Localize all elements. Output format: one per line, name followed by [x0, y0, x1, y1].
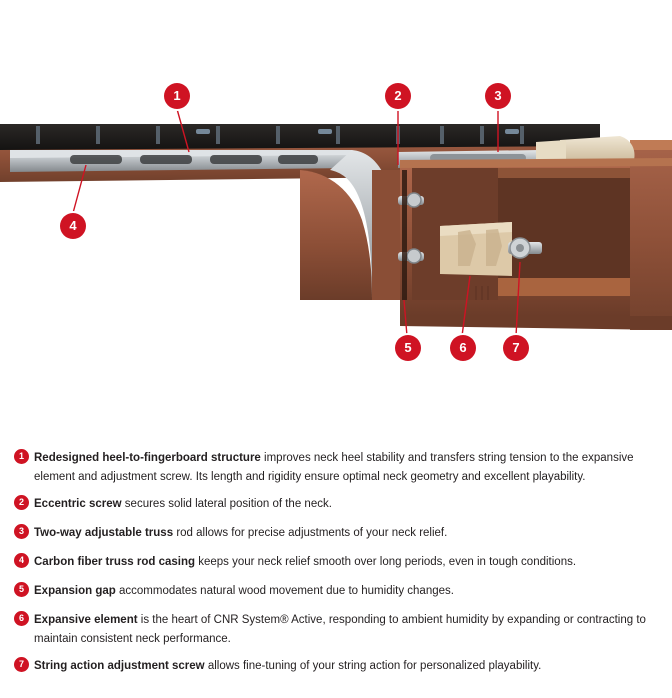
legend-text [34, 556, 576, 568]
callout-marker-7[interactable]: 7 [503, 335, 529, 361]
legend-text [34, 585, 454, 597]
legend-badge-2: 2 [14, 495, 29, 510]
legend-text [34, 614, 646, 645]
legend-description: accommodates natural wood movement due to humidity changes. [119, 585, 454, 597]
callout-marker-4[interactable]: 4 [60, 213, 86, 239]
legend-text [34, 498, 332, 510]
legend-term: Redesigned heel-to-fingerboard structure [34, 452, 261, 464]
legend-badge-1: 1 [14, 449, 29, 464]
callout-marker-1[interactable]: 1 [164, 83, 190, 109]
legend-text [34, 527, 447, 539]
callout-marker-6[interactable]: 6 [450, 335, 476, 361]
legend-badge-6: 6 [14, 611, 29, 626]
legend-term: Two-way adjustable truss [34, 527, 174, 539]
legend-term: Eccentric screw [34, 498, 122, 510]
legend-term: String action adjustment screw [34, 660, 205, 672]
legend-term: Expansive element [34, 614, 138, 626]
legend-badge-4: 4 [14, 553, 29, 568]
legend-badge-7: 7 [14, 657, 29, 672]
legend-description: secures solid lateral position of the neck. [124, 498, 332, 510]
legend-description: rod allows for precise adjustments of your neck relief. [176, 527, 448, 539]
legend-item [0, 494, 672, 514]
legend-item [0, 656, 672, 676]
callout-marker-5[interactable]: 5 [395, 335, 421, 361]
legend-description: keeps your neck relief smooth over long periods, even in tough conditions. [198, 556, 577, 568]
legend-list [0, 448, 672, 685]
legend-text [34, 452, 634, 483]
callout-marker-2[interactable]: 2 [385, 83, 411, 109]
legend-text [34, 660, 541, 672]
legend-description: improves neck heel stability and transfers string tension to the expansive element and adjustment screw. Its length and rigidity ensure optimal neck geometry and excellent playability. [34, 452, 634, 483]
callout-marker-3[interactable]: 3 [485, 83, 511, 109]
legend-item [0, 552, 672, 572]
legend-description: allows fine-tuning of your string action for personalized playability. [207, 660, 542, 672]
legend-item [0, 523, 672, 543]
legend-badge-5: 5 [14, 582, 29, 597]
legend-item [0, 581, 672, 601]
legend-badge-3: 3 [14, 524, 29, 539]
legend-item [0, 610, 672, 647]
legend-description: is the heart of CNR System® Active, responding to ambient humidity by expanding or contracting to maintain consistent neck performance. [34, 614, 646, 645]
legend-term: Carbon fiber truss rod casing [34, 556, 196, 568]
legend-item [0, 448, 672, 485]
legend-term: Expansion gap [34, 585, 116, 597]
